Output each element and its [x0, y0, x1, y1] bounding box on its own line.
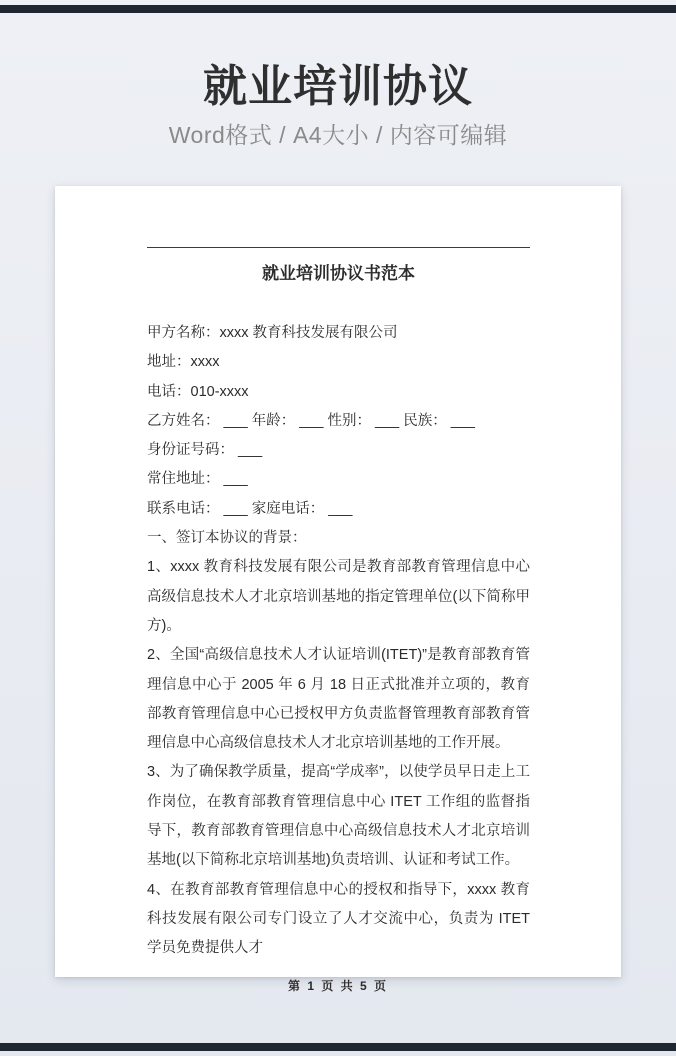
hero-header — [0, 62, 676, 149]
document-page — [55, 186, 621, 993]
page-subtitle: Word格式 / A4大小 / 内容可编辑 — [168, 122, 508, 148]
paragraph: 乙方姓名： ___ 年龄： ___ 性别： ___ 民族： ___ — [147, 412, 475, 429]
document-top-rule — [147, 247, 530, 248]
document-page-inner — [55, 247, 621, 1038]
document-body — [147, 319, 530, 964]
paragraph: 身份证号码： ___ — [147, 442, 263, 459]
paragraph: 联系电话： ___ 家庭电话： ___ — [147, 500, 353, 517]
page-title: 就业培训协议 — [203, 62, 473, 111]
paragraph: 一、签订本协议的背景： — [147, 530, 307, 547]
paragraph: 2、全国“高级信息技术人才认证培训(ITET)”是教育部教育管理信息中心于 2005 年 6 月 18 日正式批准并立项的，教育部教育管理信息中心已授权甲方负责监督管理教育部教育管理信息中心高级信息技术人才北京培训基地的工作开展。 — [147, 647, 530, 752]
paragraph: 甲方名称：xxxx 教育科技发展有限公司 — [147, 325, 398, 341]
document-title: 就业培训协议书范本 — [262, 264, 415, 283]
paragraph: 4、在教育部教育管理信息中心的授权和指导下，xxxx 教育科技发展有限公司专门设立了人才交流中心，负责为 ITET 学员免费提供人才 — [147, 881, 530, 957]
paragraph: 1、xxxx 教育科技发展有限公司是教育部教育管理信息中心高级信息技术人才北京培训基地的指定管理单位(以下简称甲方)。 — [147, 559, 530, 634]
paragraph: 电话：010-xxxx — [147, 383, 249, 400]
paragraph: 3、为了确保教学质量，提高“学成率”，以使学员早日走上工作岗位，在教育部教育管理信息中心 ITET 工作组的监督指导下，教育部教育管理信息中心高级信息技术人才北京培训基地(以下简称北京培训基地)负责培训、认证和考试工作。 — [147, 764, 530, 869]
paragraph: 常住地址： ___ — [147, 471, 248, 488]
page-number-footer: 第 1 页 共 5 页 — [287, 979, 389, 993]
top-accent-bar — [0, 5, 676, 13]
bottom-accent-bar — [0, 1043, 676, 1051]
paragraph: 地址：xxxx — [147, 354, 220, 371]
